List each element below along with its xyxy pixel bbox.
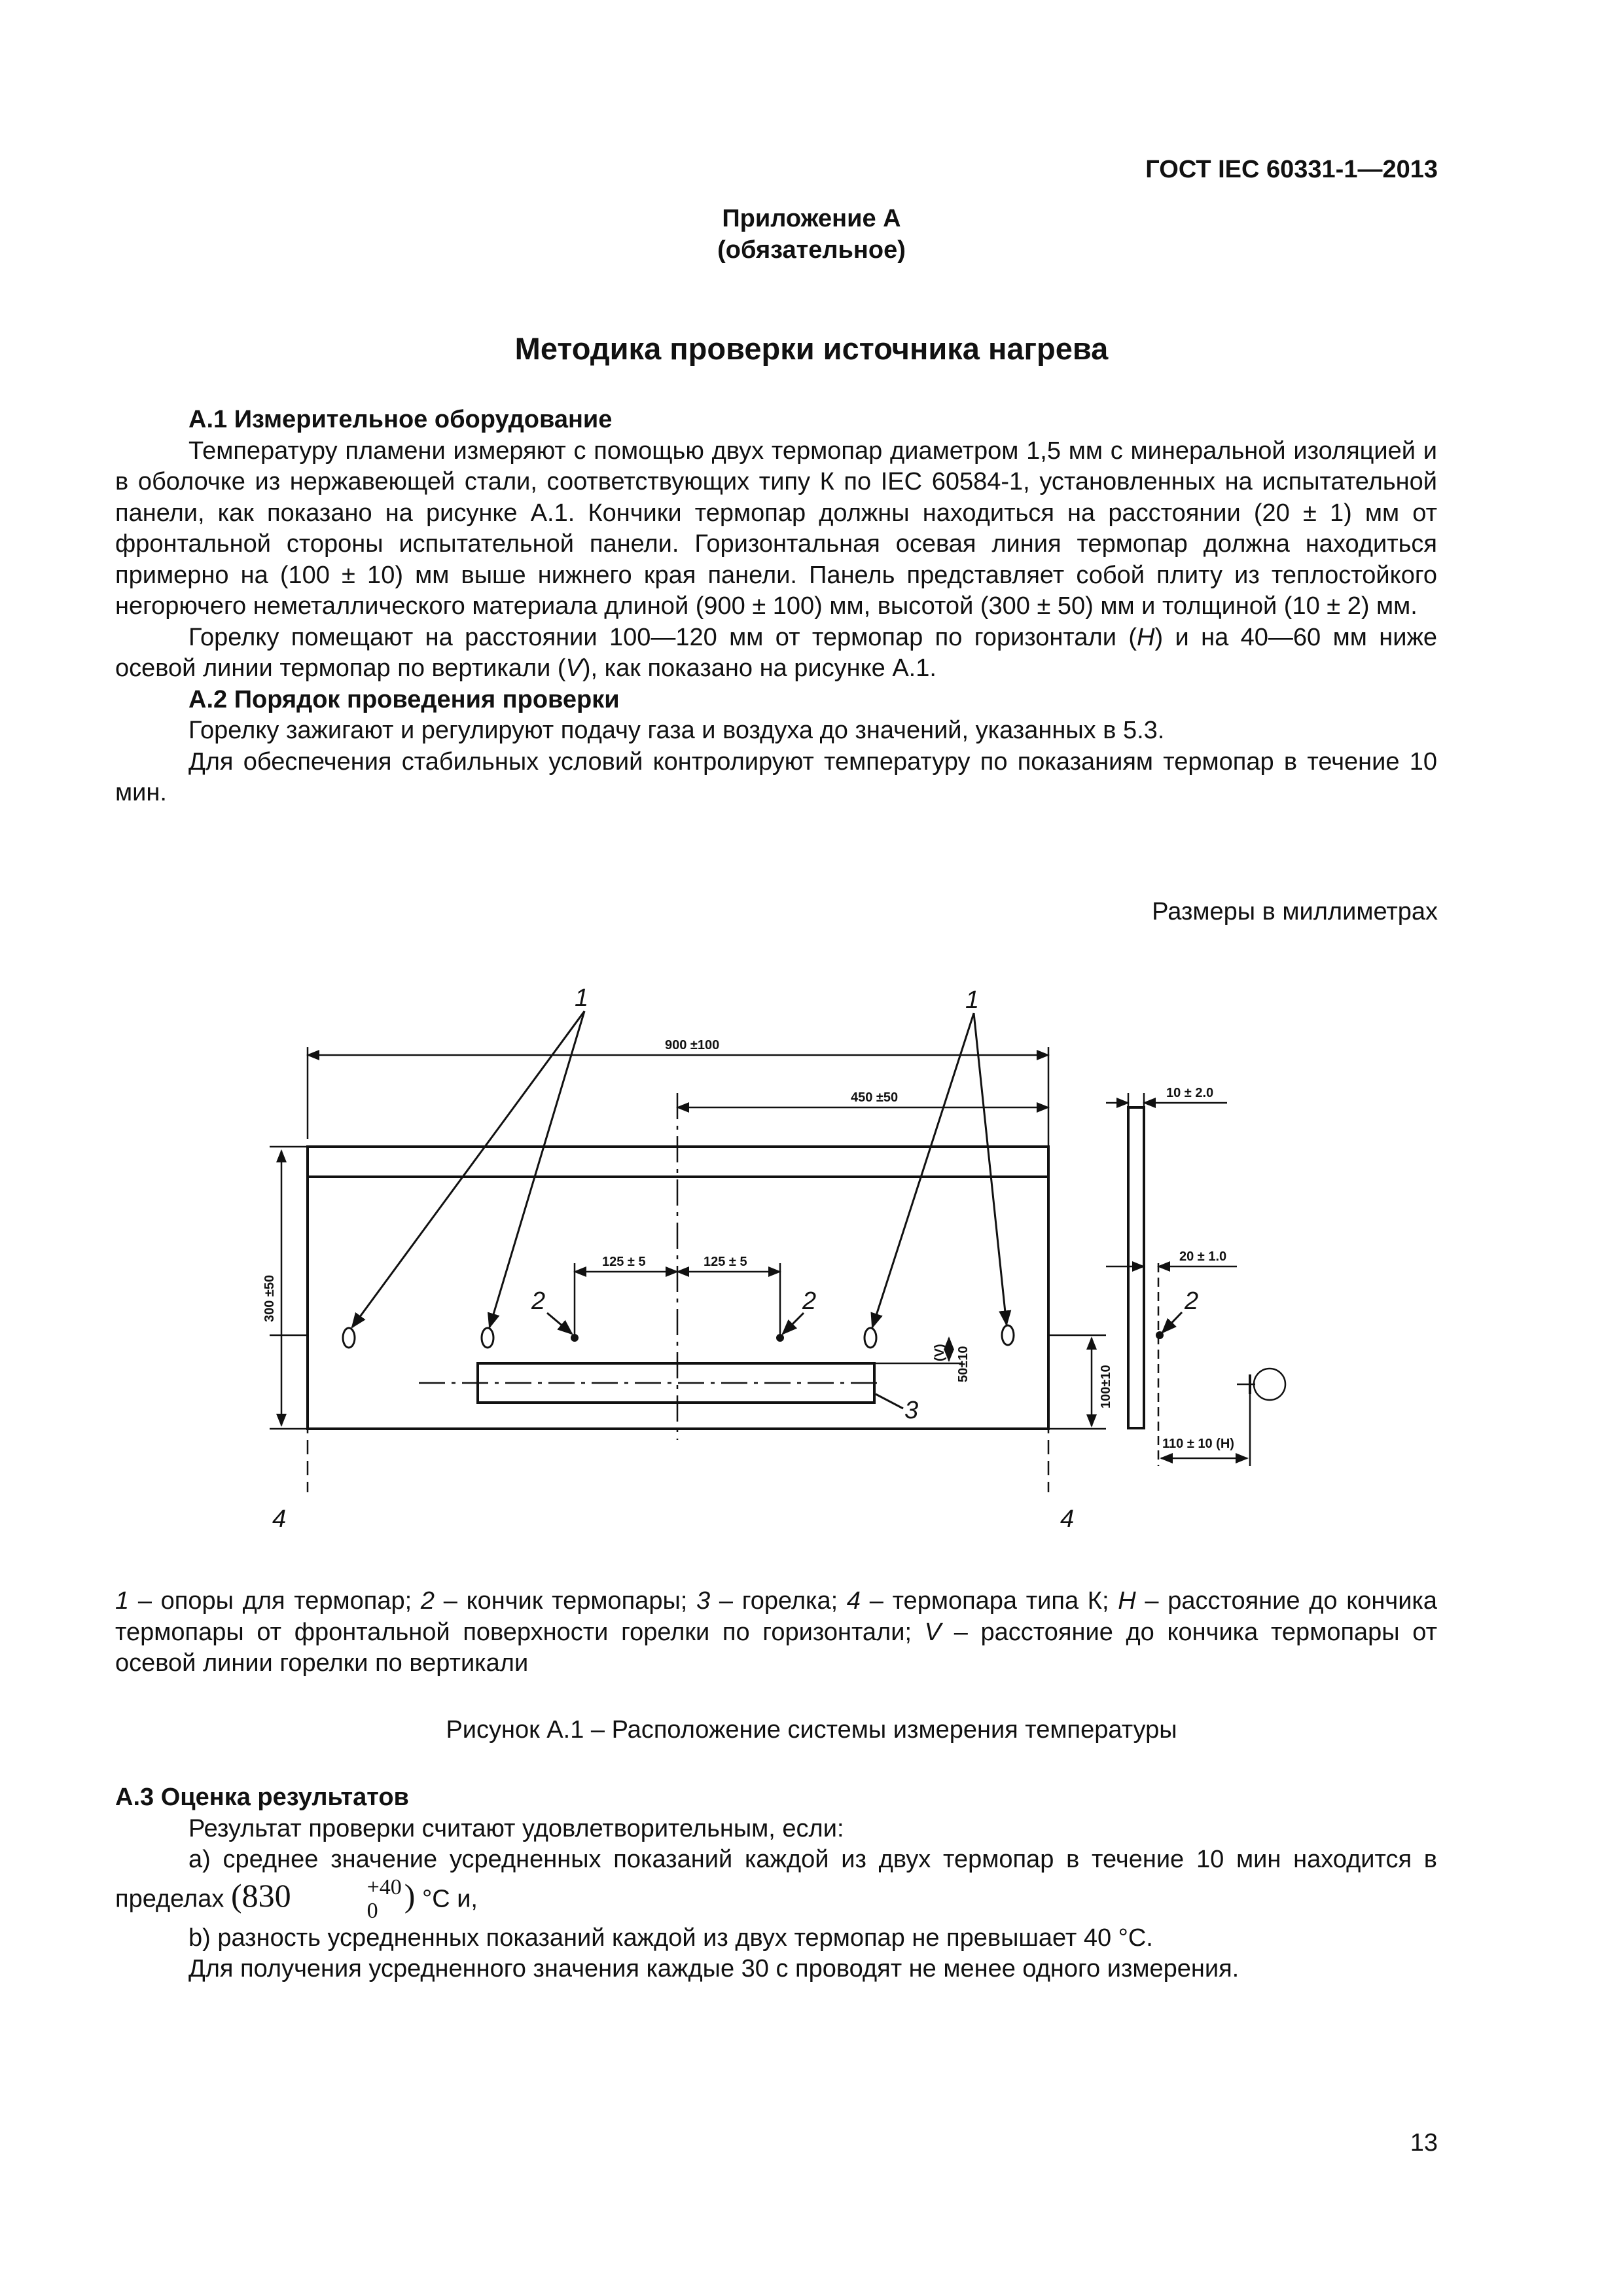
dimensions-note: Размеры в миллиметрах xyxy=(1152,898,1438,925)
dim-125-left-text: 125 ± 5 xyxy=(602,1255,646,1269)
paragraph-a3-3: b) разность усредненных показаний каждой из двух термопар не превышает 40 °С. xyxy=(188,1924,1153,1952)
annex-status: (обязательное) xyxy=(717,236,906,264)
paragraph-a3-4: Для получения усредненного значения каждые 30 с проводят не менее одного измерения. xyxy=(188,1955,1240,1982)
standard-designation: ГОСТ IEC 60331-1—2013 xyxy=(1145,156,1438,183)
label-1-right: 1 xyxy=(965,986,980,1014)
label-3: 3 xyxy=(904,1397,919,1424)
dim-10-text: 10 ± 2.0 xyxy=(1166,1086,1214,1100)
paragraph-a3-2: а) среднее значение усредненных показаний каждой из двух термопар в течение 10 мин находится в пределах (830 +40 0 ) °С и, xyxy=(115,1846,1437,1923)
thermocouple-tip-right xyxy=(776,1334,784,1342)
side-view-panel xyxy=(1128,1107,1144,1428)
dim-100-text: 100±10 xyxy=(1099,1365,1113,1408)
label-4-right: 4 xyxy=(1060,1505,1075,1533)
label-2-right: 2 xyxy=(802,1287,817,1315)
page-title: Методика проверки источника нагрева xyxy=(514,331,1109,366)
section-heading-a3: А.3 Оценка результатов xyxy=(115,1784,409,1811)
temperature-formula: (830 +40 0 ) xyxy=(230,1874,416,1923)
section-heading-a2: А.2 Порядок проведения проверки xyxy=(188,685,620,713)
page-number: 13 xyxy=(1410,2129,1438,2157)
dim-20-text: 20 ± 1.0 xyxy=(1179,1249,1227,1264)
paragraph-a3-1: Результат проверки считают удовлетворительным, если: xyxy=(188,1814,844,1842)
figure-a1-drawing xyxy=(216,942,1329,1545)
dim-125-right-text: 125 ± 5 xyxy=(704,1255,747,1269)
thermocouple-tip-left xyxy=(571,1334,579,1342)
annex-title: Приложение А xyxy=(722,205,901,232)
support-4 xyxy=(1002,1325,1014,1345)
label-2-side: 2 xyxy=(1185,1287,1199,1315)
dim-450-text: 450 ±50 xyxy=(851,1090,899,1105)
paragraph-a2-2: Для обеспечения стабильных условий контролируют температуру по показаниям термопар в течение 10 мин. xyxy=(115,747,1437,806)
section-heading-a1: А.1 Измерительное оборудование xyxy=(188,406,613,433)
dim-v-symbol: (V) xyxy=(933,1344,947,1361)
dim-900-text: 900 ±100 xyxy=(665,1038,720,1052)
support-1 xyxy=(343,1328,355,1348)
label-1-left: 1 xyxy=(575,984,589,1012)
support-3 xyxy=(865,1328,876,1348)
paragraph-a1-1: Температуру пламени измеряют с помощью двух термопар диаметром 1,5 мм с минеральной изоляцией и в оболочке из нержавеющей стали, соответствующих типу К по IEC 60584-1, установленных на испытательной панели, как показано на рисунке А.1. Кончики термопар должны находиться на расстоянии (20 ± 1) мм от фронтальной стороны испытательной панели. Горизонтальная осевая линия термопар должна находиться примерно на (100 ± 10) мм выше нижнего края панели. Панель представляет собой плиту из теплостойкого негорючего неметаллического материала длиной (900 ± 100) мм, высотой (300 ± 50) мм и толщиной (10 ± 2) мм. xyxy=(115,437,1437,620)
sections-a1-a2 xyxy=(115,404,1437,809)
dim-110-text: 110 ± 10 (H) xyxy=(1162,1437,1234,1451)
burner-side-view xyxy=(1254,1369,1285,1400)
paragraph-a1-2: Горелку помещают на расстоянии 100—120 мм от термопар по горизонтали (H) и на 40—60 мм ниже осевой линии термопар по вертикали (V), как показано на рисунке А.1. xyxy=(115,623,1437,682)
figure-caption: Рисунок А.1 – Расположение системы измерения температуры xyxy=(446,1716,1177,1744)
label-4-left: 4 xyxy=(272,1505,287,1533)
dim-50-text: 50±10 xyxy=(956,1346,971,1382)
figure-legend: 1 – опоры для термопар; 2 – кончик термопары; 3 – горелка; 4 – термопара типа К; H – расстояние до кончика термопары от фронтальной поверхности горелки по горизонтали; V – расстояние до кончика термопары от осевой линии горелки по вертикали xyxy=(115,1587,1438,1677)
dim-300-text: 300 ±50 xyxy=(262,1274,277,1322)
section-a3 xyxy=(115,1782,1437,1985)
support-2 xyxy=(482,1328,493,1348)
paragraph-a2-1: Горелку зажигают и регулируют подачу газа и воздуха до значений, указанных в 5.3. xyxy=(188,717,1165,744)
label-2-left: 2 xyxy=(531,1287,546,1315)
